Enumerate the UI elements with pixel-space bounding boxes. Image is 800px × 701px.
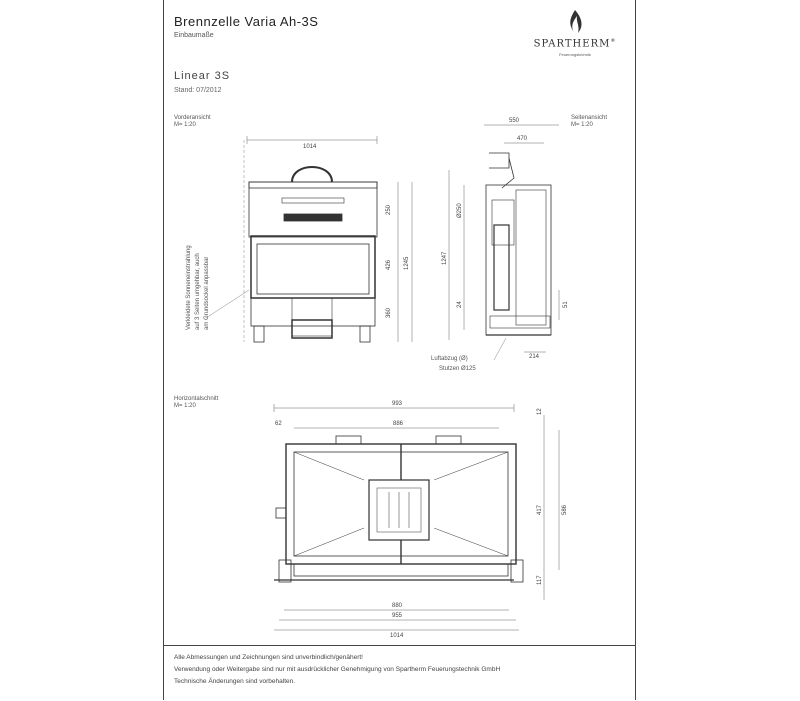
dim-plan-inner: 886 [393,421,404,427]
dim-plan-h3: 12 [537,408,543,415]
dim-plan-b2: 955 [392,613,403,619]
model-name: Linear 3S [174,70,231,82]
dim-h-1247: 1247 [442,251,448,265]
footer-line-3: Technische Änderungen sind vorbehalten. [174,678,296,685]
side-view-label: Seitenansicht M= 1:20 [571,115,608,128]
footer-line-1: Alle Abmessungen und Zeichnungen sind unverbindlich/genähert! [174,654,363,661]
dim-plan-h4: 117 [537,575,543,585]
dim-h-1245: 1245 [404,256,410,270]
drawing-sheet [163,0,636,700]
air-pipe-label: Stutzen Ø125 [439,366,476,372]
side-view [449,125,559,360]
dim-front-width: 1014 [303,144,317,150]
technical-drawing [164,0,635,645]
front-view [206,136,412,342]
plan-view-label: Horizontalschnitt M= 1:20 [174,396,219,409]
logo-brand: SPARTHERM [533,38,611,50]
logo-registered: ® [610,38,617,44]
side-note-2: auf 3 Seiten umgehbar, auch [195,253,201,330]
dim-plan-width: 993 [392,401,403,407]
side-note-3: am Grundsockel anpassbar [204,256,210,330]
dim-plan-h1: 417 [537,504,543,515]
drawing-subtitle: Einbaumaße [174,32,214,39]
air-inlet-label: Luftabzug (Ø) [431,356,468,362]
dim-side-depth: 550 [509,118,520,124]
dim-h-51: 51 [563,301,569,308]
dim-plan-h2: 586 [562,504,568,515]
dim-side-bottom: 214 [529,354,540,360]
footer-line-2: Verwendung oder Weitergabe sind nur mit ausdrücklicher Genehmigung von Spartherm Feuerungstechnik GmbH [174,666,501,673]
logo-tagline: Feuerungstechnik [559,52,591,57]
dim-h-426: 426 [386,259,392,270]
dim-plan-b1: 880 [392,603,403,609]
drawing-title: Brennzelle Varia Ah-3S [174,14,319,29]
dim-plan-b3: 1014 [390,633,404,639]
plan-dimensions [275,401,568,639]
dim-h-4250: Ø250 [457,203,463,218]
dim-side-inner: 470 [517,136,528,142]
side-note-1: Verkleidete Sonneneinstrahlung [186,245,192,330]
front-dimensions [303,144,410,318]
front-view-label: Vorderansicht M= 1:20 [174,115,211,128]
dim-h-24: 24 [457,301,463,308]
revision-date: Stand: 07/2012 [174,87,222,94]
footer-disclaimer [164,645,635,701]
plan-view [274,404,559,630]
dim-plan-left: 62 [275,421,282,427]
dim-h-250: 250 [386,204,392,215]
dim-h-360: 360 [386,307,392,318]
